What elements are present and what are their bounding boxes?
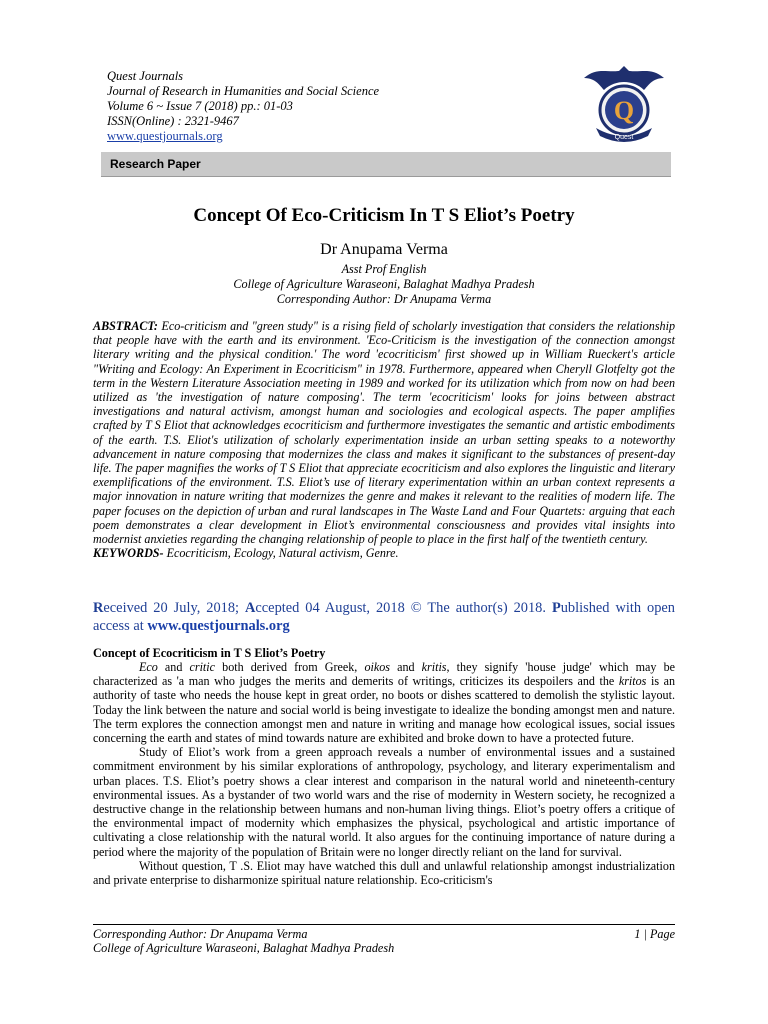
journal-info <box>107 69 379 144</box>
footer-divider <box>93 924 675 925</box>
abstract <box>93 319 675 560</box>
received-website-link[interactable]: www.questjournals.org <box>147 617 290 634</box>
abstract-label: ABSTRACT: <box>93 319 158 333</box>
received-date: eceived 20 July, 2018; <box>103 600 245 616</box>
received-line <box>93 600 675 635</box>
journal-full-name: Journal of Research in Humanities and Social Science <box>107 84 380 98</box>
accepted-initial: A <box>245 600 256 616</box>
journal-volume: Volume 6 ~ Issue 7 (2018) pp.: 01-03 <box>107 99 293 113</box>
published-initial: P <box>551 600 561 616</box>
journal-issn: ISSN(Online) : 2321-9467 <box>107 114 239 128</box>
p1-text-b: both derived from Greek, <box>215 660 365 674</box>
p1-text-c: and <box>389 660 422 674</box>
author-name: Dr Anupama Verma <box>320 241 448 258</box>
accepted-date: ccepted 04 August, 2018 © The author(s) 2018. <box>255 600 552 616</box>
research-paper-banner <box>101 152 671 177</box>
paragraph-3: Without question, T .S. Eliot may have watched this dull and unlawful relationship amongst industrialization and private enterprise to disharmonize spiritual nature relationship. Eco-criticism's <box>93 858 675 888</box>
research-paper-label: Research Paper <box>110 157 201 171</box>
term-kritos: kritos <box>618 674 647 689</box>
p1-text-d: , they signify 'house judge' which may be characterized as 'a man who judges the merits and demerits of writings, criticizes its despoilers and the <box>93 660 675 689</box>
keywords-label: KEYWORDS- <box>93 546 164 561</box>
footer-college: College of Agriculture Waraseoni, Balaghat Madhya Pradesh <box>93 941 395 955</box>
keywords <box>93 546 675 560</box>
paragraph-1 <box>93 660 675 745</box>
abstract-text: Eco-criticism and "green study" is a rising field of scholarly investigation that considers the relationship that people have with the earth and its environment. 'Eco-Criticism is the investigation of the connection amongst literary writing and the physical condition.' The word 'ecocriticism' first showed up in William Rueckert's article "Writing and Ecology: An Experiment in Ecocriticism" in 1978. Furthermore, appeared when Cheryll Glotfelty got the term in the Western Literature Association meeting in 1989 and worked for its utilization which from now on had been utilized as 'the investigation of nature composing'. The term 'ecocriticism' looks for joins between abstract investigations and natural activism, amongst human and sociologies and ecological aspects. The paper amplifies crafted by T S Eliot that acknowledges ecocriticism and furthermore investigates the semantic and artistic embodiments of the earth. T.S. Eliot's utilization of scholarly experimentation inside an urban setting speaks to a noteworthy advancement in nature composing that modernizes the class and makes it significant to the substances of present-day life. The paper magnifies the works of T S Eliot that appreciate ecocriticism and also explores the linguistic and literary exemplifications of the environment. T.S. Eliot’s use of literary experimentation within an urban context represents a major innovation in nature writing that modernizes the genre and makes it relevant to the realities of modern life. The paper focuses on the depiction of urban and rural landscapes in The Waste Land and Four Quartets: arguing that each poem demonstrates a clear development in Eliot’s environmental consciousness and provides vital insights into modernist anxieties regarding the changing relationship of people to place in the first half of the twentieth century. <box>93 319 675 547</box>
section-heading: Concept of Ecocriticism in T S Eliot’s Poetry <box>93 646 326 660</box>
author-college: College of Agriculture Waraseoni, Balaghat Madhya Pradesh <box>233 277 535 291</box>
journal-website-link[interactable]: www.questjournals.org <box>107 129 223 143</box>
logo-text: Quest <box>614 134 634 141</box>
p1-text-a: and <box>157 660 190 674</box>
term-eco: Eco <box>139 660 158 674</box>
p1-text-e: is an authority of taste who needs the house kept in great order, no boots or dishes scattered to demolish the stylistic layout. Today the link between the nature and social world is being investigate to idealize the bonding amongst men and nature. The term explores the connection amongst men and nature in writing and manage how ecological issues, social issues concerning the earth and states of mind towards nature are exhibited and broke down to have a protected future. <box>93 674 675 746</box>
paragraph-2: Study of Eliot’s work from a green approach reveals a number of environmental issues and a sustained commitment environment by his similar explorations of anthropology, psychology, and literary experimentalism and urban places. T.S. Eliot’s poetry shows a clear interest and comparison in the natural world and nineteenth-century environmental issues. As a bystander of two world wars and the rise of modernity in Western society, he recognized a destructive change in the relationship between humans and non-human living things. Eliot’s poetry offers a critique of the environmental impact of modernity which emphasizes the physical, psychological and artistic importance of cultivating a close relationship with the natural world. It also argues for the continuing importance of nature during a period where the majority of the population of Britain were no longer directly reliant on the land for survival. <box>93 745 675 859</box>
quest-logo-icon <box>578 64 670 144</box>
journal-name: Quest Journals <box>107 69 184 83</box>
corresponding-author: Corresponding Author: Dr Anupama Verma <box>276 292 492 306</box>
author-position: Asst Prof English <box>341 262 427 276</box>
received-initial: R <box>93 600 104 616</box>
logo-letter: Q <box>613 96 635 125</box>
body-text <box>93 660 675 887</box>
term-kritis: kritis <box>421 660 447 674</box>
term-oikos: oikos <box>364 660 390 674</box>
page-number: 1 | Page <box>634 927 675 941</box>
keywords-text: Ecocriticism, Ecology, Natural activism, Genre. <box>166 546 399 561</box>
paper-title: Concept Of Eco-Criticism In T S Eliot’s Poetry <box>193 205 575 226</box>
published-text: ublished with open access at <box>93 600 675 634</box>
footer-author: Corresponding Author: Dr Anupama Verma <box>93 927 308 941</box>
term-critic: critic <box>189 660 216 674</box>
